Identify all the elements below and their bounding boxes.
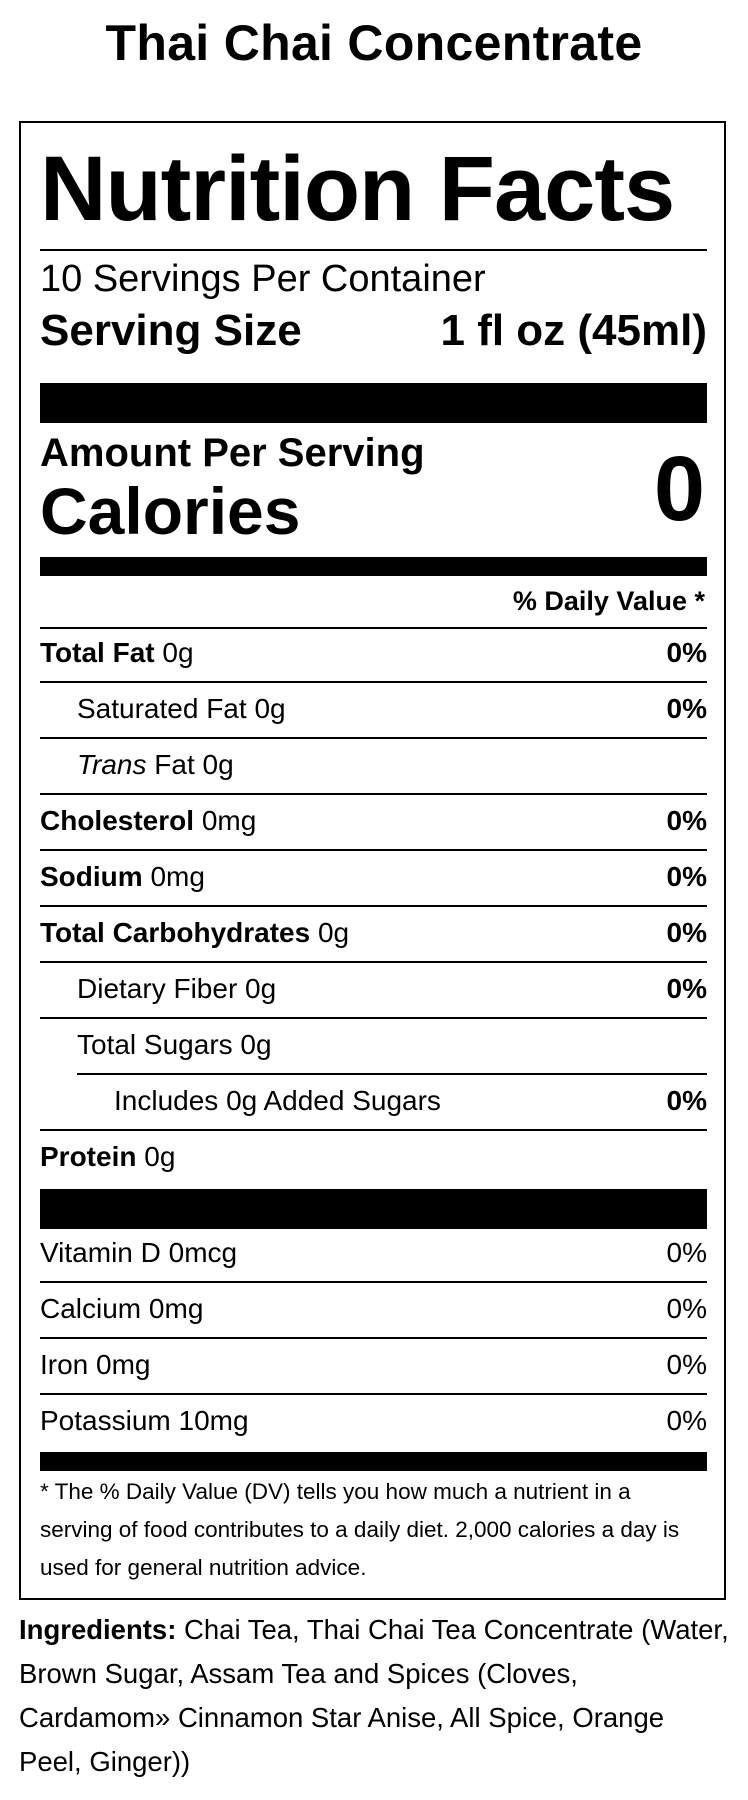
- thick-divider: [40, 1189, 707, 1229]
- nutrient-row-total-sugars: [77, 1021, 707, 1075]
- nutrient-dv: 0%: [666, 1085, 707, 1116]
- amount-per-serving-label: Amount Per Serving: [40, 431, 425, 475]
- calories-label: Calories: [40, 474, 301, 548]
- nutrition-facts-heading: Nutrition Facts: [40, 138, 675, 240]
- thick-divider: [40, 383, 707, 423]
- nutrient-dv: 0%: [666, 917, 707, 948]
- nutrient-name: Trans Fat 0g: [77, 749, 234, 780]
- ingredients-text: Chai Tea, Thai Chai Tea Concentrate (Water, Brown Sugar, Assam Tea and Spices (Cloves, Cardamom» Cinnamon Star Anise, All Spice, Orange Peel, Ginger)): [19, 1614, 729, 1777]
- nutrient-name: Sodium 0mg: [40, 861, 205, 892]
- nutrient-dv: 0%: [666, 973, 707, 1004]
- nutrient-row-dietary-fiber: [40, 965, 707, 1019]
- calories-value: 0: [653, 438, 705, 540]
- divider: [40, 249, 707, 251]
- vitamin-name: Potassium 10mg: [40, 1405, 249, 1436]
- vitamin-row-vitamin-d: [40, 1229, 707, 1283]
- ingredients-label: Ingredients:: [19, 1614, 177, 1645]
- daily-value-header: % Daily Value *: [512, 586, 705, 616]
- nutrient-row-cholesterol: [40, 797, 707, 851]
- vitamin-dv: 0%: [666, 1293, 707, 1324]
- nutrient-row-sodium: [40, 853, 707, 907]
- serving-size-label: Serving Size: [40, 306, 302, 355]
- nutrient-dv: 0%: [666, 693, 707, 724]
- nutrient-name: Total Sugars 0g: [77, 1029, 272, 1060]
- nutrition-facts-panel: [19, 121, 726, 1600]
- nutrient-dv: 0%: [666, 861, 707, 892]
- serving-size-value: 1 fl oz (45ml): [440, 306, 707, 355]
- nutrient-name: Total Carbohydrates 0g: [40, 917, 350, 948]
- nutrient-name: Dietary Fiber 0g: [77, 973, 277, 1004]
- nutrient-row-added-sugars: [40, 1077, 707, 1131]
- vitamin-row-potassium: [40, 1397, 707, 1451]
- vitamin-row-iron: [40, 1341, 707, 1395]
- nutrient-row-saturated-fat: [40, 685, 707, 739]
- nutrient-row-trans-fat: [40, 741, 707, 795]
- ingredients-statement: [19, 1608, 734, 1784]
- servings-per-container: 10 Servings Per Container: [40, 258, 486, 300]
- nutrient-dv: 0%: [666, 805, 707, 836]
- vitamin-name: Vitamin D 0mcg: [40, 1237, 238, 1268]
- nutrient-row-protein: [40, 1133, 707, 1187]
- vitamin-name: Iron 0mg: [40, 1349, 151, 1380]
- nutrient-row-total-carbohydrates: [40, 909, 707, 963]
- medium-divider: [40, 1452, 707, 1471]
- product-title: Thai Chai Concentrate: [105, 15, 643, 71]
- vitamin-dv: 0%: [666, 1349, 707, 1380]
- nutrient-name: Saturated Fat 0g: [77, 693, 286, 724]
- medium-divider: [40, 557, 707, 576]
- nutrient-name: Includes 0g Added Sugars: [114, 1085, 441, 1116]
- vitamin-dv: 0%: [666, 1237, 707, 1268]
- daily-value-footnote: * The % Daily Value (DV) tells you how much a nutrient in a serving of food contributes to a daily diet. 2,000 calories a day is used for general nutrition advice.: [40, 1479, 680, 1580]
- nutrient-name: Total Fat 0g: [40, 637, 194, 668]
- nutrient-name: Protein 0g: [40, 1141, 176, 1172]
- nutrient-dv: 0%: [666, 637, 707, 668]
- nutrient-name: Cholesterol 0mg: [40, 805, 257, 836]
- vitamin-name: Calcium 0mg: [40, 1293, 204, 1324]
- vitamin-row-calcium: [40, 1285, 707, 1339]
- nutrient-row-total-fat: [40, 629, 707, 683]
- vitamin-dv: 0%: [666, 1405, 707, 1436]
